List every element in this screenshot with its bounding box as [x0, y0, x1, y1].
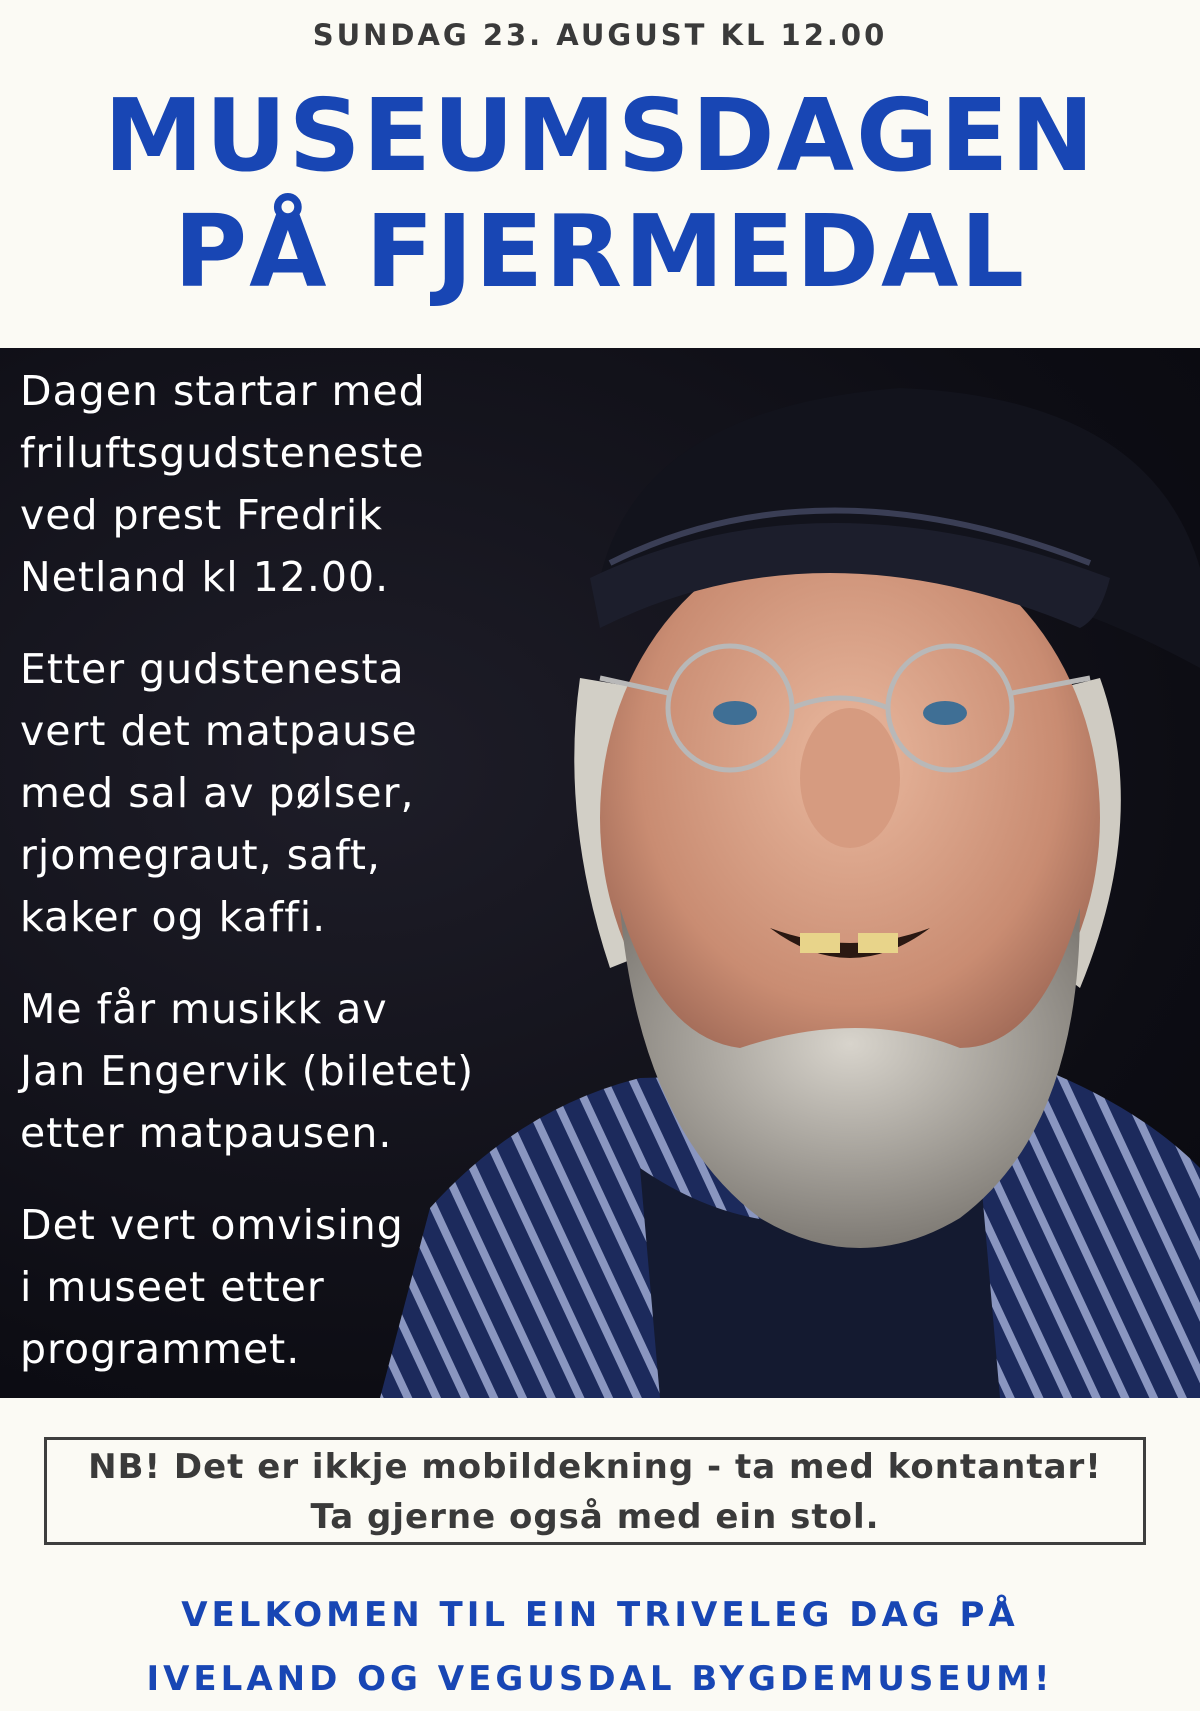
program-text [20, 360, 540, 1398]
notice-line-2: Ta gjerne også med ein stol. [310, 1497, 880, 1537]
program-paragraph-4: Det vert omvising i museet etter programmet. [20, 1201, 404, 1373]
program-paragraph-1: Dagen startar med friluftsgudsteneste ved prest Fredrik Netland kl 12.00. [20, 367, 426, 601]
event-date: SUNDAG 23. AUGUST KL 12.00 [312, 18, 888, 52]
welcome-line-2: IVELAND OG VEGUSDAL BYGDEMUSEUM! [146, 1659, 1054, 1699]
notice-box [44, 1437, 1146, 1545]
welcome-message [0, 1583, 1200, 1711]
program-paragraph-3: Me får musikk av Jan Engervik (biletet) etter matpausen. [20, 985, 475, 1157]
musician-photo [0, 348, 1200, 1398]
title-line-1: MUSEUMSDAGEN [103, 77, 1097, 194]
title-line-2: PÅ FJERMEDAL [173, 193, 1027, 310]
welcome-line-1: VELKOMEN TIL EIN TRIVELEG DAG PÅ [181, 1595, 1019, 1635]
poster-title [0, 78, 1200, 310]
notice-line-1: NB! Det er ikkje mobildekning - ta med kontantar! [88, 1447, 1102, 1487]
program-paragraph-2: Etter gudstenesta vert det matpause med sal av pølser, rjomegraut, saft, kaker og kaffi. [20, 645, 418, 941]
